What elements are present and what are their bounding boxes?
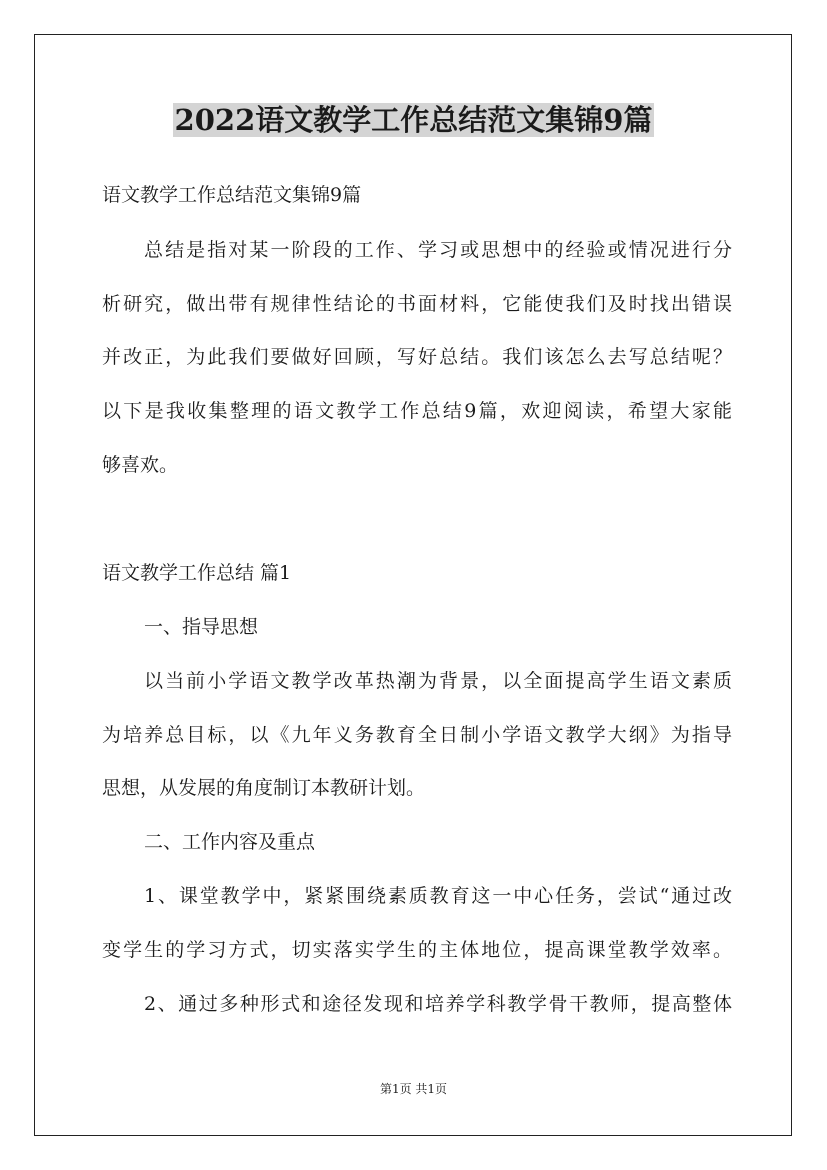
intro-line-3: 并改正，为此我们要做好回顾，写好总结。我们该怎么去写总结呢？ xyxy=(102,346,732,368)
intro-line-1: 总结是指对某一阶段的工作、学习或思想中的经验或情况进行分 xyxy=(144,239,732,261)
guiding-line-1: 以当前小学语文教学改革热潮为背景，以全面提高学生语文素质 xyxy=(144,670,732,692)
section-1-heading: 语文教学工作总结 篇1 xyxy=(102,562,292,584)
intro-line-4: 以下是我收集整理的语文教学工作总结9篇，欢迎阅读，希望大家能 xyxy=(102,400,732,422)
guiding-line-2: 为培养总目标，以《九年义务教育全日制小学语文教学大纲》为指导 xyxy=(102,724,732,746)
heading-work-content: 二、工作内容及重点 xyxy=(144,831,316,853)
item-2-line-1: 2、通过多种形式和途径发现和培养学科教学骨干教师，提高整体 xyxy=(144,993,732,1015)
page-footer: 第1页 共1页 xyxy=(379,1082,448,1096)
heading-guiding-ideas: 一、指导思想 xyxy=(144,616,259,638)
guiding-line-3: 思想，从发展的角度制订本教研计划。 xyxy=(102,777,426,799)
intro-line-5: 够喜欢。 xyxy=(102,454,179,476)
item-1-line-1: 1、课堂教学中，紧紧围绕素质教育这一中心任务，尝试“通过改 xyxy=(144,885,732,907)
document-title-text: 2022语文教学工作总结范文集锦9篇 xyxy=(174,103,653,137)
item-1-line-2: 变学生的学习方式，切实落实学生的主体地位，提高课堂教学效率。 xyxy=(102,939,732,961)
intro-line-2: 析研究，做出带有规律性结论的书面材料，它能使我们及时找出错误 xyxy=(102,293,732,315)
document-subtitle: 语文教学工作总结范文集锦9篇 xyxy=(102,184,362,206)
document-title xyxy=(0,99,827,141)
